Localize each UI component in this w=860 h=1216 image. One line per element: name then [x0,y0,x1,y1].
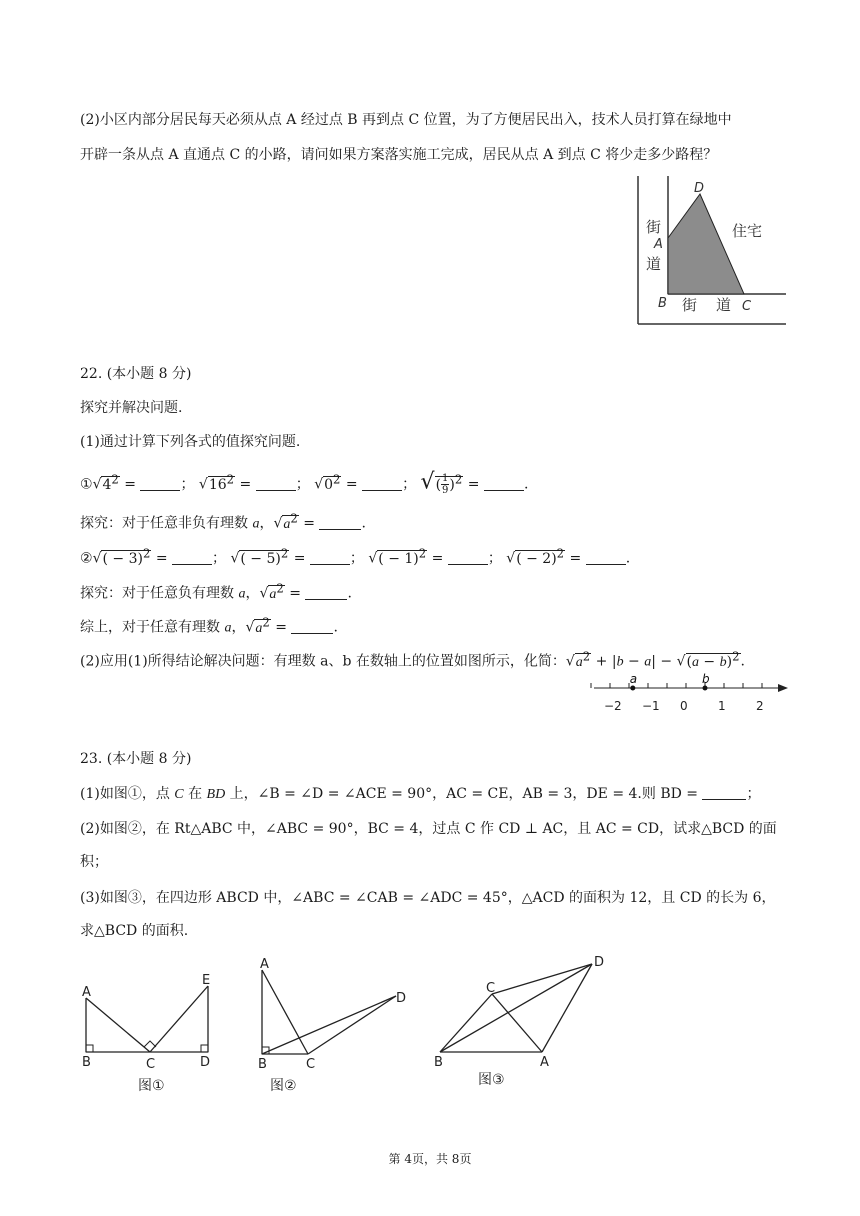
row2-item-2: ( − 5) [240,550,281,567]
row2-item-3: ( − 1) [378,550,419,567]
q22-row2: ②√( − 3)$^2$ = ； √( − 5)$^2$ = ； √( − 1)$^2$ = ； √( − 2)$^2$ = . [80,546,631,567]
q22-header: 22. (本小题 8 分) [80,366,192,382]
q23-part3-line2: 求△BCD 的面积. [80,923,189,939]
number-line-point-label-b: b [702,672,710,686]
fig1-label-D: D [200,1055,211,1070]
q22-intro: 探究并解决问题. [80,400,183,416]
number-line-tick-label: −1 [642,699,660,713]
p1-conditions: ∠B = ∠D = ∠ACE = 90°，AC = CE，AB = 3，DE = 4.则 BD = [257,786,703,802]
number-line-point-label-a: a [629,672,638,686]
fig21-label-B: B [658,296,667,311]
fig2-label-D: D [396,991,407,1006]
answer-blank[interactable] [702,785,746,800]
number-line-point-b [703,686,708,691]
fig2-caption: 图② [270,1078,297,1094]
fig3-label-B: B [434,1055,443,1070]
explore1-text: 探究：对于任意非负有理数 [80,515,253,532]
q21-part2-line2: 开辟一条从点 A 直通点 C 的小路，请问如果方案落实施工完成，居民从点 A 到点 C 将少走多少路程？ [80,147,718,163]
answer-blank[interactable] [310,550,350,565]
fig2-label-A: A [260,957,269,972]
answer-blank[interactable] [291,619,333,634]
number-line-point-a [630,686,635,691]
answer-blank[interactable] [256,476,296,491]
answer-blank[interactable] [319,515,361,530]
fig3-label-A: A [540,1055,549,1070]
answer-blank[interactable] [305,585,347,600]
fig1-caption: 图① [138,1078,165,1094]
answer-blank[interactable] [140,476,180,491]
fig1-label-C: C [146,1057,156,1072]
row2-item-4: ( − 2) [516,550,557,567]
q23-figure-1 [76,968,226,1098]
answer-blank[interactable] [484,476,524,491]
fig21-residence: 住宅 [732,222,763,240]
fig21-street-bottom-1: 街 [682,296,698,314]
answer-blank[interactable] [586,550,626,565]
q23-part2-line2: 积； [80,854,108,870]
fig21-label-A: A [654,237,663,252]
q23-part2-line1: (2)如图②，在 Rt△ABC 中，∠ABC = 90°，BC = 4，过点 C 作 CD ⊥ AC，且 AC = CD，试求△BCD 的面 [80,821,777,837]
fig21-street-left-1: 街 [646,218,662,236]
fig21-label-D: D [694,181,705,196]
circled-number-1: ① [80,476,93,493]
q23-figure-2 [252,950,422,1096]
fig3-label-C: C [486,981,496,996]
q21-part2-line1: (2)小区内部分居民每天必须从点 A 经过点 B 再到点 C 位置，为了方便居民出入，技术人员打算在绿地中 [80,112,732,128]
q22-explore2: 探究：对于任意负有理数 a，$√a^2$ = . [80,581,352,602]
row1-item-3: 0 [324,476,334,493]
row1-item-1: 4 [102,476,112,493]
fig1-label-E: E [202,973,211,988]
number-line-tick-label: 1 [718,699,726,713]
q22-part1: (1)通过计算下列各式的值探究问题. [80,434,301,450]
fig3-caption: 图③ [478,1072,505,1088]
explore2-text: 探究：对于任意负有理数 [80,585,239,602]
fig21-street-bottom-2: 道 [716,296,732,314]
part2-text: (2)应用(1)所得结论解决问题：有理数 a、b 在数轴上的位置如图所示，化简： [80,653,566,670]
number-line [590,672,790,718]
frac-numerator: 1 [442,473,449,485]
row1-item-2: 16 [208,476,227,493]
q21-figure [630,172,790,330]
q23-part3-line1: (3)如图③，在四边形 ABCD 中，∠ABC = ∠CAB = ∠ADC = 45°，△ACD 的面积为 12，且 CD 的长为 6， [80,890,776,906]
frac-denominator: 9 [442,485,449,497]
q22-explore1: 探究：对于任意非负有理数 a，$√a^2$ = . [80,511,366,532]
fig2-label-C: C [306,1057,316,1072]
answer-blank[interactable] [362,476,402,491]
number-line-tick-label: 0 [680,699,688,713]
answer-blank[interactable] [448,550,488,565]
fig3-label-D: D [594,955,605,970]
answer-blank[interactable] [172,550,212,565]
fig21-label-C: C [742,299,752,314]
q23-part1: (1)如图①，点 C 在 BD 上，∠B = ∠D = ∠ACE = 90°，AC = CE，AB = 3，DE = 4.则 BD = ； [80,786,761,802]
q22-row1: $①√4^2$ = ； $√16^2$ = ； $√0^2$ = ； √( $\frac{1}{9}$ )$^2$ = . [80,469,529,497]
q22-summary: 综上，对于任意有理数 a，$√a^2$ = . [80,615,338,636]
page-footer: 第 4页，共 8页 [388,1152,472,1166]
row2-item-1: ( − 3) [102,550,143,567]
p1-prefix: (1)如图①，点 [80,786,175,802]
circled-number-2: ② [80,550,93,567]
q22-part2: (2)应用(1)所得结论解决问题：有理数 a、b 在数轴上的位置如图所示，化简：$√a^2 + |b - a| - √(a - b)^2$. [80,649,745,670]
fig1-label-A: A [82,985,91,1000]
number-line-tick-label: 2 [756,699,764,713]
number-line-tick-label: −2 [604,699,622,713]
fig21-street-left-2: 道 [646,255,662,273]
summary-text: 综上，对于任意有理数 [80,619,225,636]
fig2-label-B: B [258,1057,267,1072]
q23-figure-3 [430,950,616,1096]
q23-header: 23. (本小题 8 分) [80,751,192,767]
fig1-label-B: B [82,1055,91,1070]
p1-mid: 上， [225,786,258,802]
